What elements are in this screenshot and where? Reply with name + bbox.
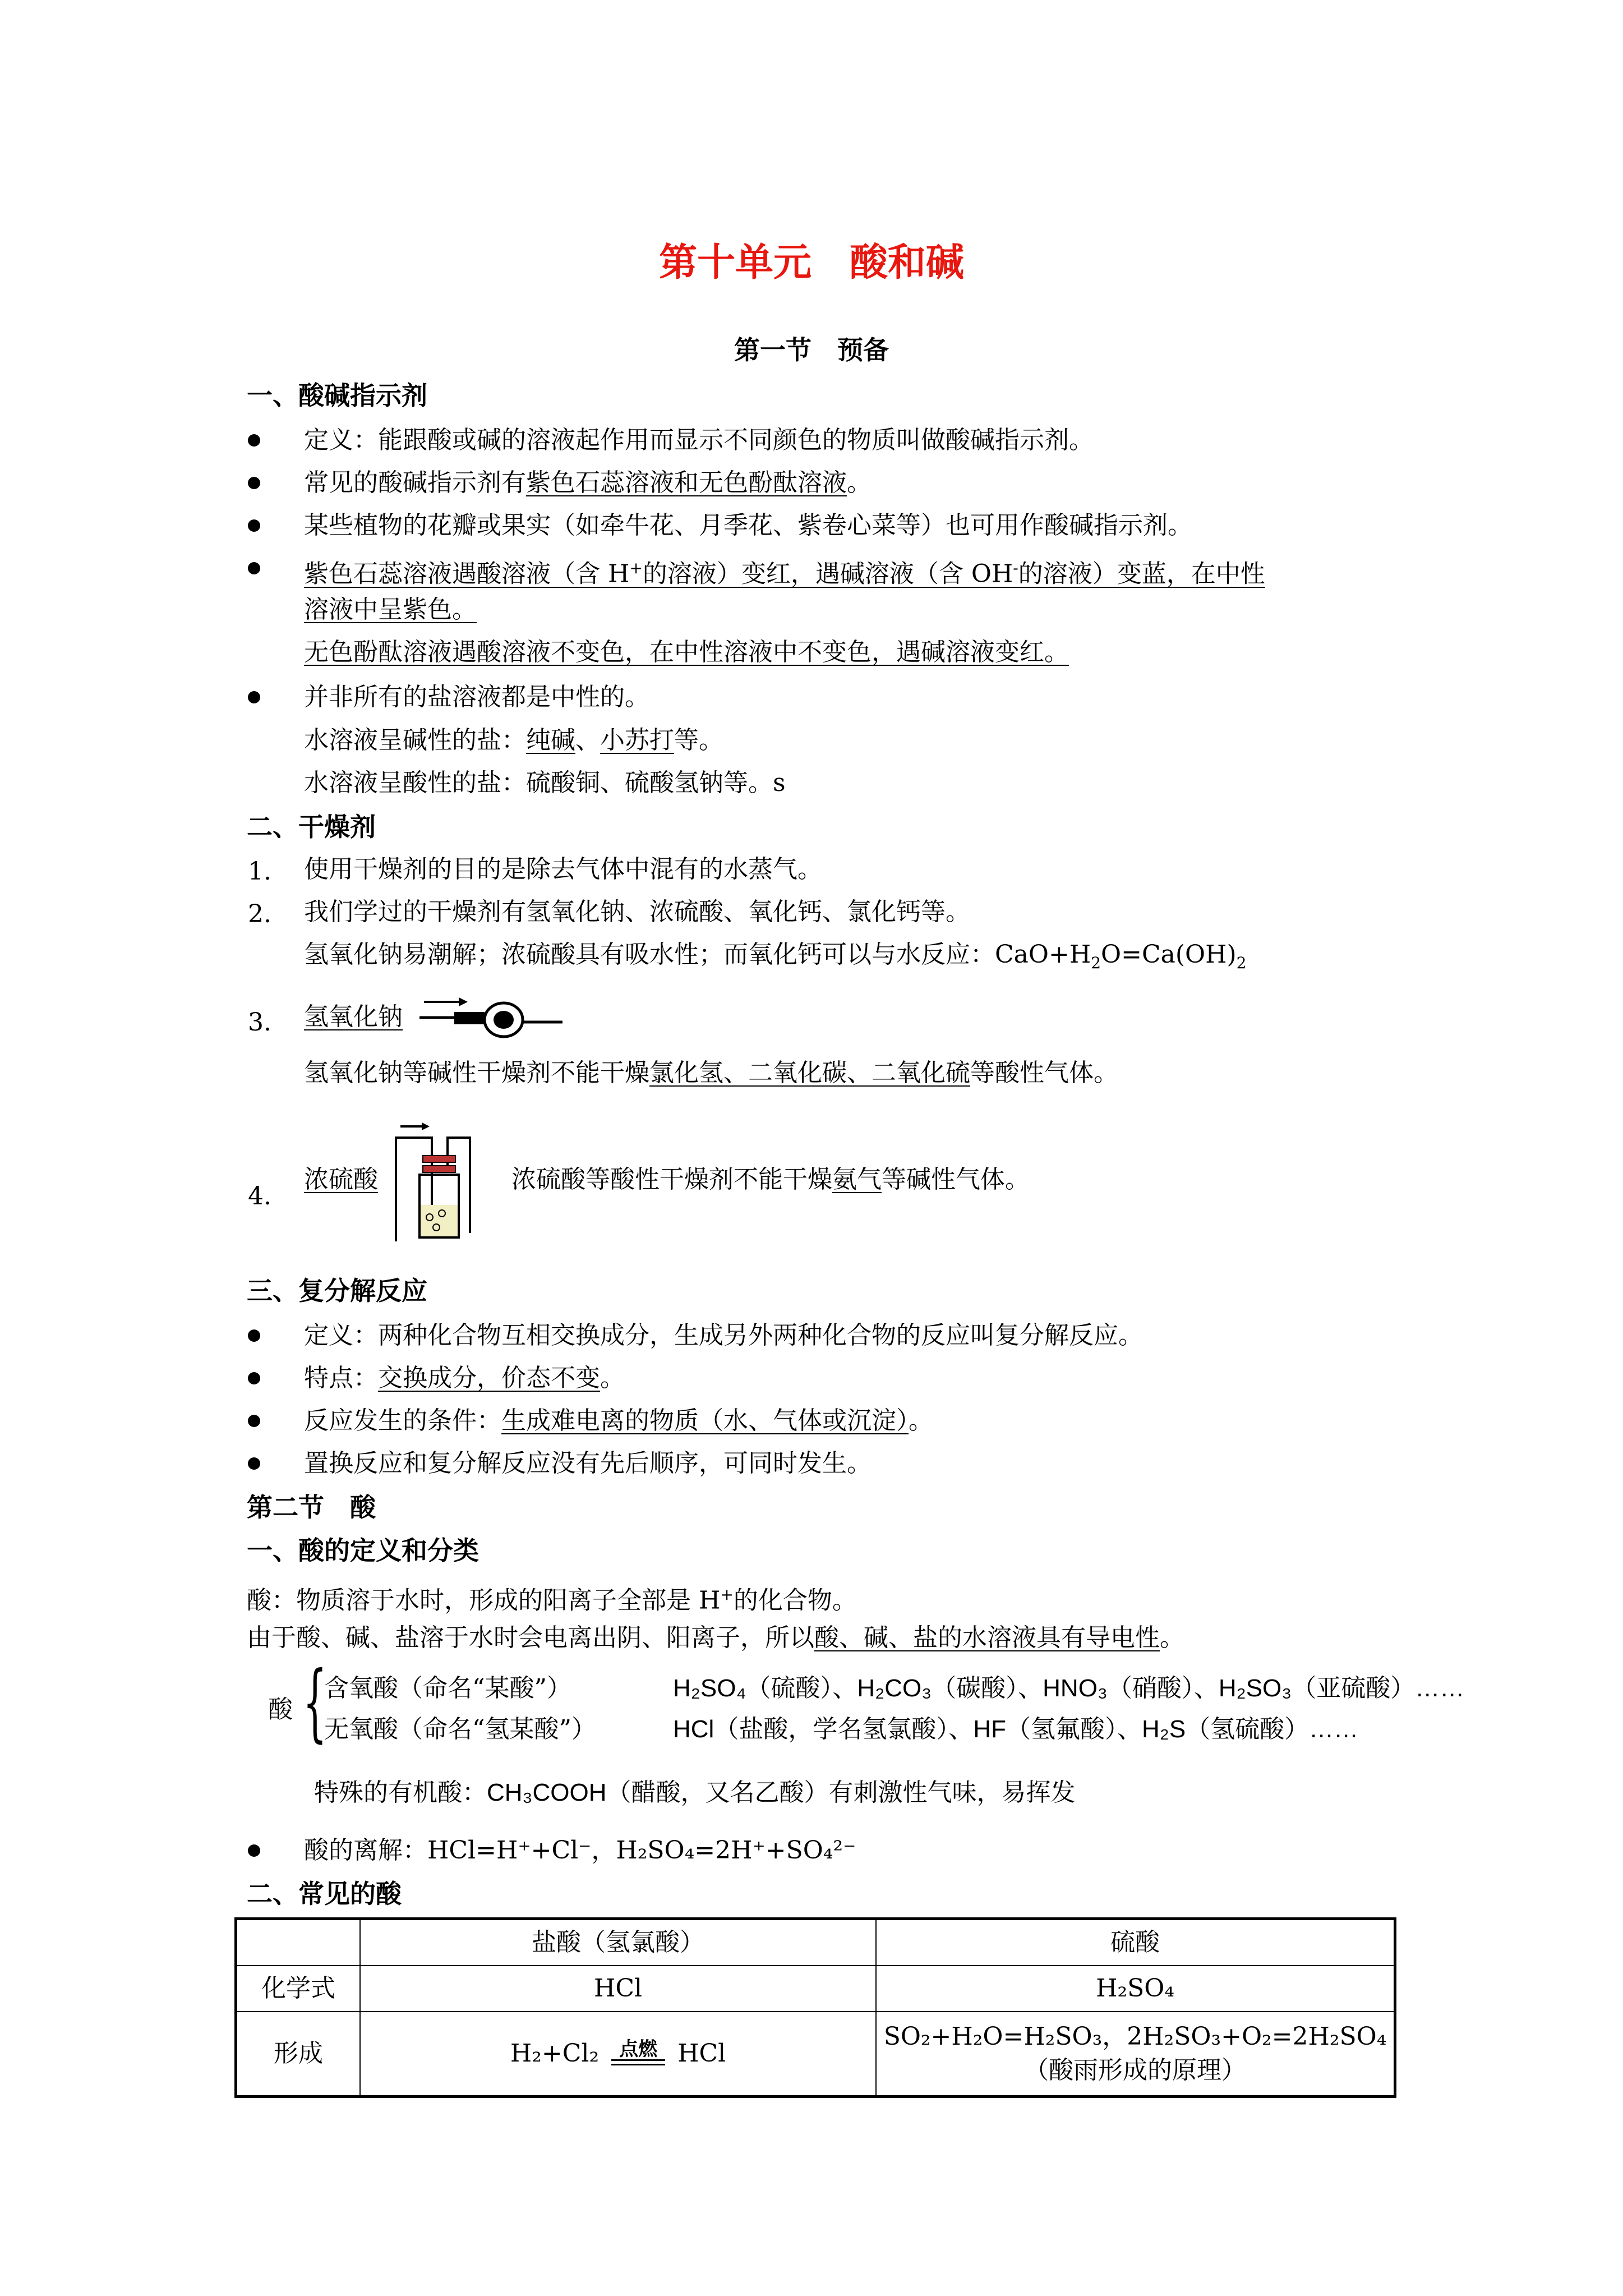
bullet-icon: [248, 1844, 260, 1857]
acid-rain-note: （酸雨形成的原理）: [1024, 2056, 1247, 2085]
table-cell: [876, 2012, 1395, 2097]
item-number: 4.: [248, 1182, 271, 1211]
gas-washing-bottle-icon: [393, 1121, 482, 1244]
acid-conductivity: 由于酸、碱、盐溶于水时会电离出阴、阳离子，所以酸、碱、盐的水溶液具有导电性。: [247, 1623, 1184, 1652]
litmus-behaviour-line1: 紫色石蕊溶液遇酸溶液（含 H+的溶液）变红，遇碱溶液（含 OH-的溶液）变蓝，在中性: [304, 559, 1265, 588]
non-oxyacid-list: HCl（盐酸，学名氢氯酸）、HF（氢氟酸）、H₂S（氢硫酸）……: [673, 1715, 1359, 1743]
indicator-definition: 定义：能跟酸或碱的溶液起作用而显示不同颜色的物质叫做酸碱指示剂。: [304, 426, 1094, 454]
double-decomposition-heading: 三、复分解反应: [247, 1276, 427, 1306]
reaction-order-note: 置换反应和复分解反应没有先后顺序，可同时发生。: [304, 1449, 872, 1478]
item-number: 3.: [248, 1008, 271, 1037]
table-row-label: 形成: [236, 2012, 360, 2097]
item-number: 2.: [248, 900, 271, 928]
section-2-title: 第二节 酸: [247, 1492, 376, 1522]
acid-label: 酸: [268, 1695, 293, 1724]
bullet-icon: [248, 562, 260, 574]
acid-rain-equation: SO₂+H₂O=H₂SO₃，2H₂SO₃+O₂=2H₂SO₄: [883, 2022, 1387, 2051]
item-number: 1.: [248, 857, 271, 886]
table-cell: H₂SO₄: [876, 1966, 1395, 2012]
brace-icon: {: [303, 1654, 327, 1751]
table-row: [236, 1966, 1395, 2012]
non-oxyacid-label: 无氧酸（命名“氢某酸”）: [324, 1715, 596, 1743]
reactants: H₂+Cl₂: [510, 2039, 600, 2068]
bullet-icon: [248, 1372, 260, 1384]
bullet-icon: [248, 477, 260, 489]
desiccant-list: 我们学过的干燥剂有氢氧化钠、浓硫酸、氧化钙、氯化钙等。: [304, 898, 970, 926]
h2so4-label: 浓硫酸: [304, 1165, 378, 1194]
table-header-row: [236, 1919, 1395, 1966]
double-decomposition-definition: 定义：两种化合物互相交换成分，生成另外两种化合物的反应叫复分解反应。: [304, 1321, 1143, 1350]
double-decomposition-feature: 特点：交换成分，价态不变。: [304, 1364, 625, 1392]
bullet-icon: [248, 1415, 260, 1427]
table-cell: HCl: [360, 1966, 876, 2012]
product: HCl: [677, 2039, 726, 2068]
bullet-icon: [248, 519, 260, 532]
bullet-icon: [248, 1329, 260, 1342]
common-indicators: 常见的酸碱指示剂有紫色石蕊溶液和无色酚酞溶液。: [304, 468, 872, 497]
table-corner-cell: [236, 1919, 360, 1966]
bullet-icon: [248, 691, 260, 703]
drying-tube-icon: [419, 993, 565, 1043]
common-acids-table: [234, 1917, 1396, 2098]
table-row-label: 化学式: [236, 1966, 360, 2012]
oxyacid-label: 含氧酸（命名“某酸”）: [324, 1674, 571, 1703]
table-cell: [360, 2012, 876, 2097]
naoh-restriction: 氢氧化钠等碱性干燥剂不能干燥氯化氢、二氧化碳、二氧化硫等酸性气体。: [304, 1059, 1118, 1087]
table-header-cell: 盐酸（氢氯酸）: [360, 1919, 876, 1966]
oxyacid-list: H₂SO₄（硫酸）、H₂CO₃（碳酸）、HNO₃（硝酸）、H₂SO₃（亚硫酸）……: [673, 1674, 1465, 1702]
desiccants-heading: 二、干燥剂: [247, 812, 376, 842]
salt-solutions-note: 并非所有的盐溶液都是中性的。: [304, 683, 649, 711]
alkaline-salts: 水溶液呈碱性的盐：纯碱、小苏打等。: [304, 726, 723, 754]
bullet-icon: [248, 1457, 260, 1470]
acid-ionization: 酸的离解：HCl=H⁺+Cl⁻，H₂SO₄=2H⁺+SO₄²⁻: [304, 1836, 856, 1865]
naoh-label: 氢氧化钠: [304, 1002, 403, 1031]
desiccant-purpose: 使用干燥剂的目的是除去气体中混有的水蒸气。: [304, 855, 822, 884]
plant-indicators: 某些植物的花瓣或果实（如牵牛花、月季花、紫卷心菜等）也可用作酸碱指示剂。: [304, 511, 1192, 540]
desiccant-properties: 氢氧化钠易潮解；浓硫酸具有吸水性；而氧化钙可以与水反应：$CaO+H_2O=Ca(OH)_2$: [304, 940, 1247, 972]
common-indicators-underlined: 紫色石蕊溶液和无色酚酞溶液: [526, 468, 847, 497]
double-decomposition-condition: 反应发生的条件：生成难电离的物质（水、气体或沉淀）。: [304, 1406, 933, 1435]
section-1-title: 第一节 预备: [734, 335, 889, 365]
bullet-icon: [248, 434, 260, 447]
table-header-cell: 硫酸: [876, 1919, 1395, 1966]
phenolphthalein-behaviour: 无色酚酞溶液遇酸溶液不变色，在中性溶液中不变色，遇碱溶液变红。: [304, 638, 1069, 666]
h2so4-restriction: 浓硫酸等酸性干燥剂不能干燥氨气等碱性气体。: [511, 1165, 1030, 1194]
main-title: 第十单元 酸和碱: [658, 240, 964, 285]
table-row: [236, 2012, 1395, 2097]
indicators-heading: 一、酸碱指示剂: [247, 380, 427, 411]
acid-definition: 酸：物质溶于水时，形成的阳离子全部是 H+的化合物。: [247, 1585, 857, 1615]
organic-acid-note: 特殊的有机酸：CH₃COOH（醋酸，又名乙酸）有刺激性气味，易挥发: [314, 1779, 1076, 1806]
acid-definition-heading: 一、酸的定义和分类: [247, 1535, 479, 1566]
common-acids-heading: 二、常见的酸: [247, 1879, 402, 1909]
litmus-behaviour-line2: 溶液中呈紫色。: [304, 595, 477, 624]
reaction-condition: 点燃: [611, 2039, 665, 2071]
acidic-salts: 水溶液呈酸性的盐：硫酸铜、硫酸氢钠等。s: [304, 769, 786, 797]
